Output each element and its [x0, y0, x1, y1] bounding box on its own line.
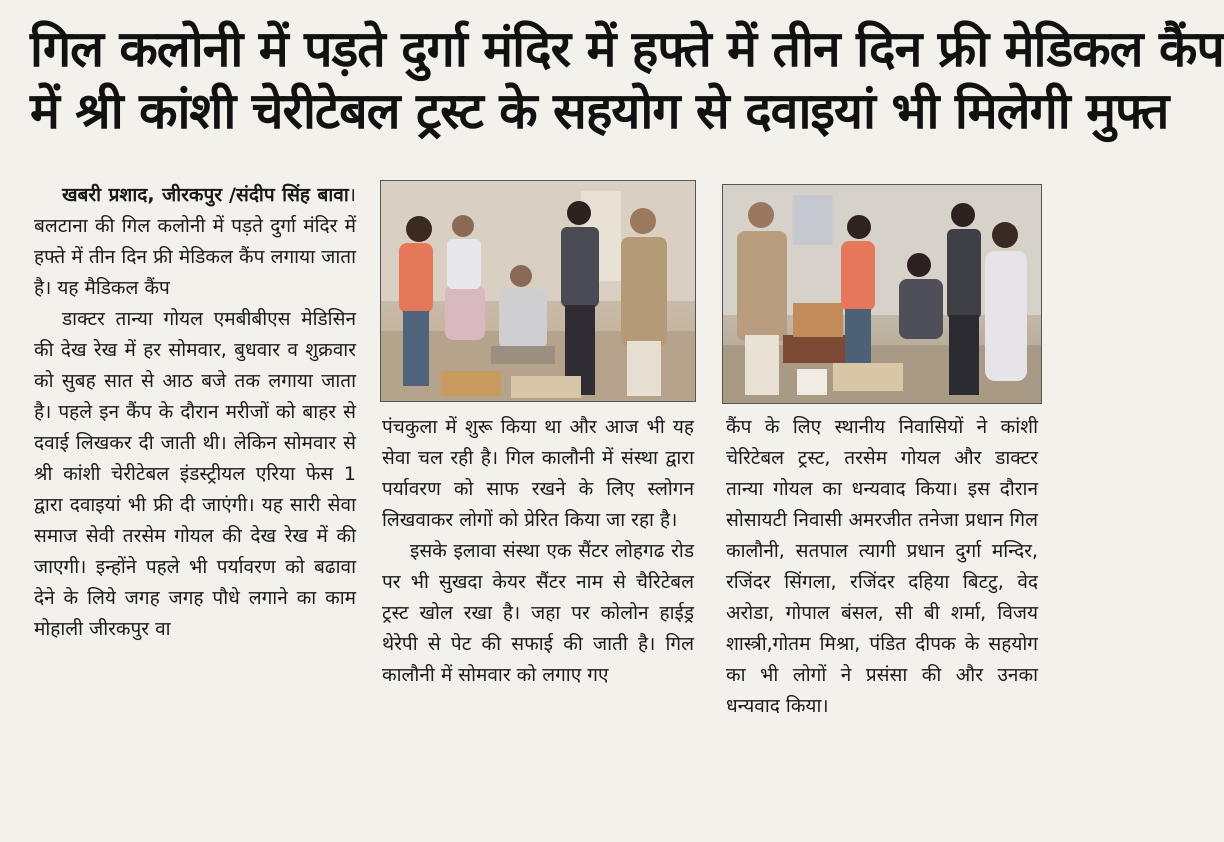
headline-line-2: में श्री कांशी चेरीटेबल ट्रस्ट के सहयोग से दवाइयां भी मिलेगी मुफ्त [30, 82, 1169, 140]
column2-paragraph-1: पंचकुला में शुरू किया था और आज भी यह सेवा चल रही है। गिल कालौनी में संस्था द्वारा पर्यावरण को साफ रखने के लिए स्लोगन लिखवाकर लोगों को प्रेरित किया जा रहा है। [382, 416, 694, 531]
article-column-1 [34, 180, 356, 645]
article-column-3 [726, 412, 1038, 722]
headline-line-1: गिल कलोनी में पड़ते दुर्गा मंदिर में हफ्ते में तीन दिन फ्री मेडिकल कैंप [30, 20, 1224, 78]
column1-text-1: । बलटाना की गिल कलोनी में पड़ते दुर्गा मंदिर में हफ्ते में तीन दिन फ्री मेडिकल कैंप लगाया जाता है। यह मैडिकल कैंप [34, 184, 356, 299]
column1-paragraph-2: डाक्टर तान्या गोयल एमबीबीएस मेडिसिन की देख रेख में हर सोमवार, बुधवार व शुक्रवार को सुबह सात से आठ बजे तक लगाया जाता है। पहले इन कैंप के दौरान मरीजों को बाहर से दवाई लिखकर दी जाती थी। लेकिन सोमवार से श्री कांशी चेरीटेबल इंडस्ट्रीयल एरिया फेस 1 द्वारा दवाइयां भी फ्री दी जाएंगी। यह सारी सेवा समाज सेवी तरसेम गोयल की देख रेख में की जाएगी। इन्होंने पहले भी पर्यावरण को बढावा देने के लिये जगह जगह पौधे लगाने का काम मोहाली जीरकपुर वा [34, 308, 356, 640]
headline [30, 18, 1224, 142]
column1-paragraph-1 [34, 180, 356, 304]
camp-photo-right [722, 184, 1042, 404]
camp-photo-right-scene [723, 185, 1041, 403]
camp-photo-left [380, 180, 696, 402]
byline-reporter: /संदीप सिंह बावा [229, 184, 349, 206]
column3-paragraph-1: कैंप के लिए स्थानीय निवासियों ने कांशी चेरिटेबल ट्रस्ट, तरसेम गोयल और डाक्टर तान्या गोयल का धन्यवाद किया। इस दौरान सोसायटी निवासी अमरजीत तनेजा प्रधान गिल कालौनी, सतपाल त्यागी प्रधान दुर्गा मन्दिर, रजिंदर सिंगला, रजिंदर दहिया बिटटु, वेद अरोडा, गोपाल बंसल, सी बी शर्मा, विजय शास्त्री,गोतम मिश्रा, पंडित दीपक के सहयोग का भी लोगों ने प्रसंसा की और उनका धन्यवाद किया। [726, 416, 1038, 717]
byline-location: खबरी प्रशाद, जीरकपुर [62, 184, 223, 206]
column2-paragraph-2: इसके इलावा संस्था एक सैंटर लोहगढ रोड पर भी सुखदा केयर सैंटर नाम से चैरिटेबल ट्रस्ट खोल रखा है। जहा पर कोलोन हाईड्र थेरेपी से पेट की सफाई की जाती है। गिल कालौनी में सोमवार को लगाए गए [382, 540, 694, 686]
article-column-2 [382, 412, 694, 691]
camp-photo-left-scene [381, 181, 695, 401]
